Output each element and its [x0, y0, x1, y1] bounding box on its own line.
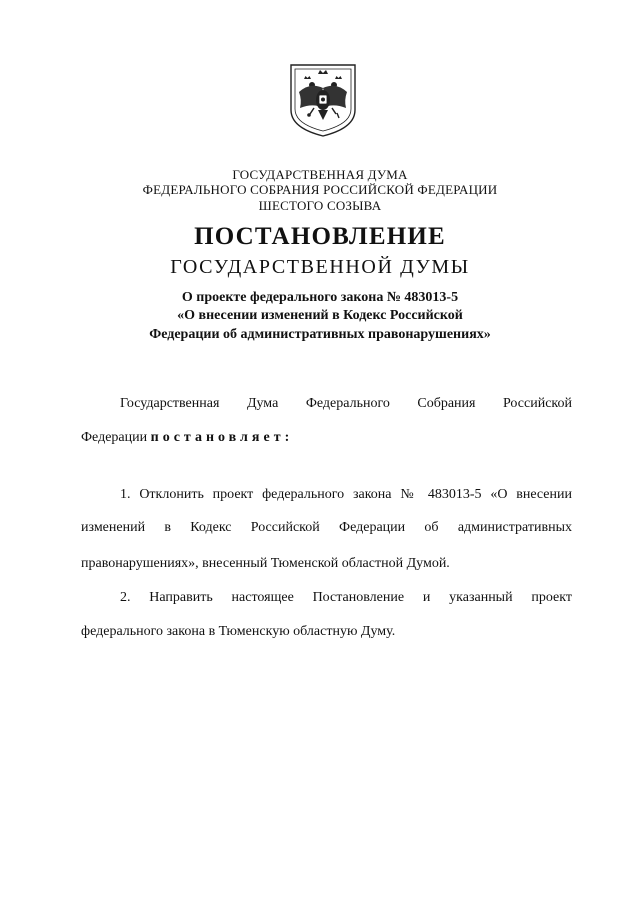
- clause-1-line-2: изменений в Кодекс Российской Федерации об административных: [81, 520, 572, 535]
- subject-line-3: Федерации об административных правонарушениях»: [149, 327, 491, 342]
- subject-line-1: О проекте федерального закона № 483013-5: [181, 290, 459, 305]
- preamble-federation: Федерации: [81, 430, 148, 445]
- header-line-2: ФЕДЕРАЛЬНОГО СОБРАНИЯ РОССИЙСКОЙ ФЕДЕРАЦИИ: [142, 182, 498, 197]
- preamble-line-2: [81, 429, 293, 447]
- document-subtitle: ГОСУДАРСТВЕННОЙ ДУМЫ: [170, 256, 470, 278]
- clause-2-line-2: федерального закона в Тюменскую областную Думу.: [81, 624, 396, 639]
- clause-1-line-1: 1. Отклонить проект федерального закона № 483013-5 «О внесении: [120, 487, 572, 502]
- preamble-resolves: постановляет:: [150, 430, 294, 445]
- clause-2-line-1: 2. Направить настоящее Постановление и указанный проект: [120, 590, 572, 605]
- coat-of-arms-icon: [288, 62, 358, 138]
- header-line-1: ГОСУДАРСТВЕННАЯ ДУМА: [232, 167, 408, 182]
- coat-of-arms-emblem: [288, 62, 358, 138]
- subject-line-2: «О внесении изменений в Кодекс Российской: [177, 308, 463, 323]
- document-title: ПОСТАНОВЛЕНИЕ: [194, 223, 446, 250]
- clause-1-line-3: правонарушениях», внесенный Тюменской областной Думой.: [81, 556, 450, 571]
- header-line-3: ШЕСТОГО СОЗЫВА: [258, 198, 382, 213]
- preamble-line-1: Государственная Дума Федерального Собрания Российской: [120, 396, 572, 411]
